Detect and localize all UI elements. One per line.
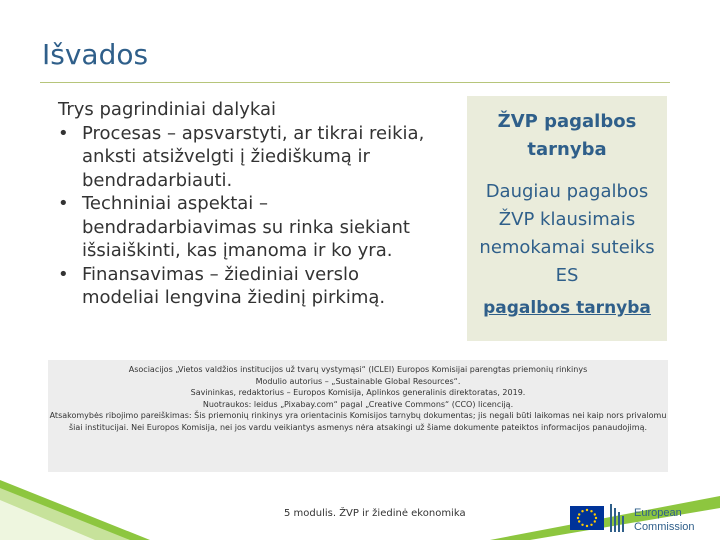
page-title: Išvados xyxy=(42,38,149,71)
bullet-icon: • xyxy=(58,263,69,285)
disclaimer-box xyxy=(48,360,668,472)
helpdesk-callout xyxy=(467,96,667,341)
helpdesk-heading: ŽVP pagalbos tarnyba xyxy=(497,111,637,160)
list-item xyxy=(58,263,430,310)
bullet-text: Procesas – apsvarstyti, ar tikrai reikia, anksti atsižvelgti į žiediškumą ir bendradarbiauti. xyxy=(82,122,425,191)
disclaimer-line: Modulio autorius – „Sustainable Global Resources“. xyxy=(255,376,461,386)
disclaimer-line: Savininkas, redaktorius – Europos Komisija, Aplinkos generalinis direktoratas, 2019. xyxy=(190,388,526,397)
disclaimer-line: Nuotraukos: leidus „Pixabay.com“ pagal „Creative Commons“ (CCO) licenciją. xyxy=(202,399,514,409)
bullet-text: Finansavimas – žiediniai verslo modeliai lengvina žiedinį pirkimą. xyxy=(82,263,386,308)
european-commission-logo xyxy=(568,500,708,536)
key-points-list xyxy=(58,122,430,310)
helpdesk-description: Daugiau pagalbos ŽVP klausimais nemokamai suteiks ES xyxy=(479,181,655,286)
disclaimer-line: Atsakomybės ribojimo pareiškimas: Šis priemonių rinkinys yra orientacinis Komisijos tarnybų dokumentas; jis negali būti laikomas nei kaip nors privalomu šiai institucijai. Nei Europos Komisija, nei jos vardu veikiantys asmenys nėra atsakingi už šiame dokumente pateiktos informacijos panaudojimą. xyxy=(49,411,667,432)
ec-building-icon xyxy=(610,504,624,532)
title-divider xyxy=(40,82,670,83)
bullet-icon: • xyxy=(58,193,69,214)
disclaimer-line: Asociacijos „Vietos valdžios institucijos už tvarų vystymąsi“ (ICLEI) Europos Komisijai parengtas priemonių rinkinys xyxy=(128,365,588,374)
logo-text-line1: European xyxy=(634,507,682,519)
bullet-icon: • xyxy=(58,122,69,144)
logo-text-line2: Commission xyxy=(634,521,695,533)
bullet-text: Techniniai aspektai – bendradarbiavimas su rinka siekiant išsiaiškinti, kas įmanoma ir ko yra. xyxy=(82,193,410,261)
helpdesk-link[interactable]: pagalbos tarnyba xyxy=(483,298,651,318)
footer-module-label: 5 modulis. ŽVP ir žiedinė ekonomika xyxy=(284,508,466,519)
list-item xyxy=(58,122,430,193)
key-points-section xyxy=(58,98,430,310)
list-item xyxy=(58,192,430,263)
key-points-intro: Trys pagrindiniai dalykai xyxy=(58,99,277,120)
